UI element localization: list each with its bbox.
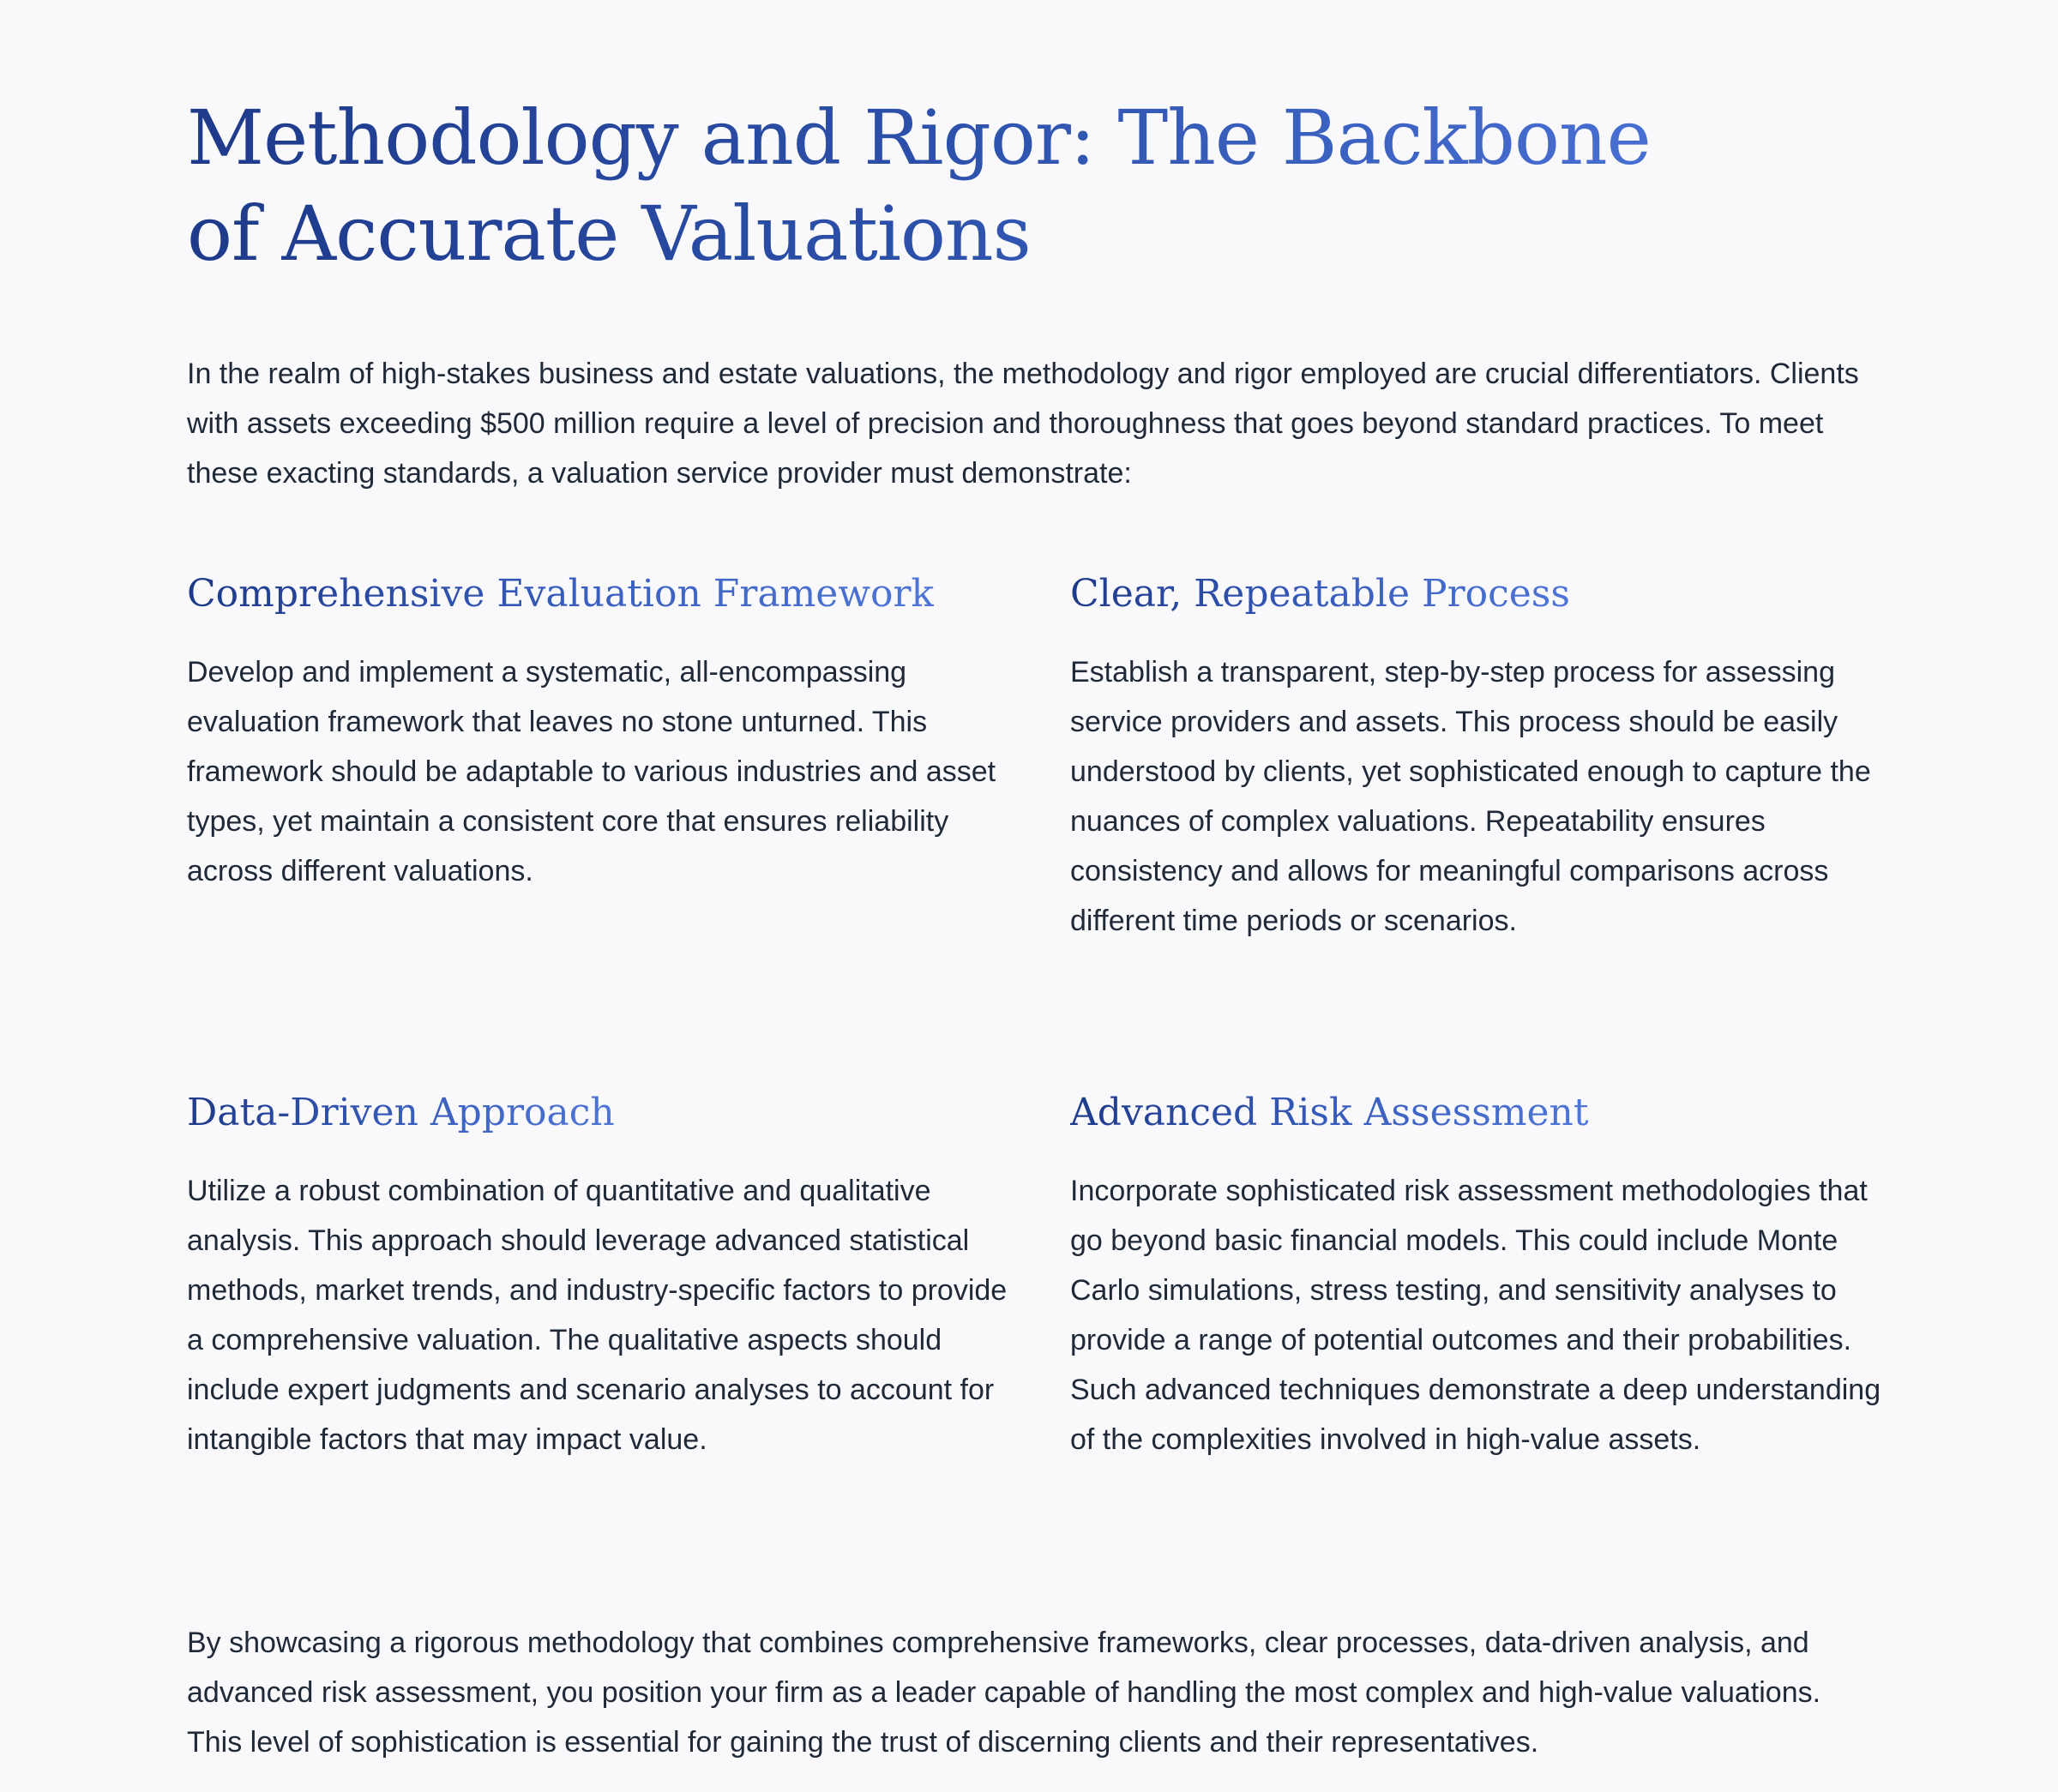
- section-advanced-risk-assessment: [1070, 1087, 1902, 1606]
- section-heading: Data-Driven Approach: [187, 1087, 615, 1139]
- section-heading: Comprehensive Evaluation Framework: [187, 568, 934, 620]
- section-grid: [187, 568, 1881, 1606]
- intro-paragraph: In the realm of high-stakes business and estate valuations, the methodology and rigor employed are crucial differentiators. Clients with assets exceeding $500 million require a level of precision and thoroughness that goes beyond standard practices. To meet these exacting standards, a valuation service provider must demonstrate:: [187, 358, 1859, 490]
- section-heading: Advanced Risk Assessment: [1070, 1087, 1589, 1139]
- section-data-driven-approach: [187, 1087, 1019, 1606]
- section-comprehensive-evaluation-framework: [187, 568, 1019, 1087]
- section-body: Incorporate sophisticated risk assessment methodologies that go beyond basic financial models. This could include Monte Carlo simulations, stress testing, and sensitivity analyses to provide a range of potential outcomes and their probabilities. Such advanced techniques demonstrate a deep understanding of the complexities involved in high-value assets.: [1070, 1175, 1881, 1456]
- section-body: Develop and implement a systematic, all-encompassing evaluation framework that leaves no stone unturned. This framework should be adaptable to various industries and asset types, yet maintain a consistent core that ensures reliability across different valuations.: [187, 656, 996, 887]
- section-clear-repeatable-process: [1070, 568, 1902, 1087]
- section-heading: Clear, Repeatable Process: [1070, 568, 1570, 620]
- section-body: Establish a transparent, step-by-step process for assessing service providers and assets. This process should be easily understood by clients, yet sophisticated enough to capture the nuances of complex valuations. Repeatability ensures consistency and allows for meaningful comparisons across different time periods or scenarios.: [1070, 656, 1871, 937]
- section-body: Utilize a robust combination of quantitative and qualitative analysis. This approach should leverage advanced statistical methods, market trends, and industry-specific factors to provide a comprehensive valuation. The qualitative aspects should include expert judgments and scenario analyses to account for intangible factors that may impact value.: [187, 1175, 1008, 1456]
- page-title: Methodology and Rigor: The Backbone of Accurate Valuations: [187, 90, 1730, 282]
- conclusion-paragraph: By showcasing a rigorous methodology that combines comprehensive frameworks, clear processes, data-driven analysis, and advanced risk assessment, you position your firm as a leader capable of handling the most complex and high-value valuations. This level of sophistication is essential for gaining the trust of discerning clients and their representatives.: [187, 1627, 1821, 1759]
